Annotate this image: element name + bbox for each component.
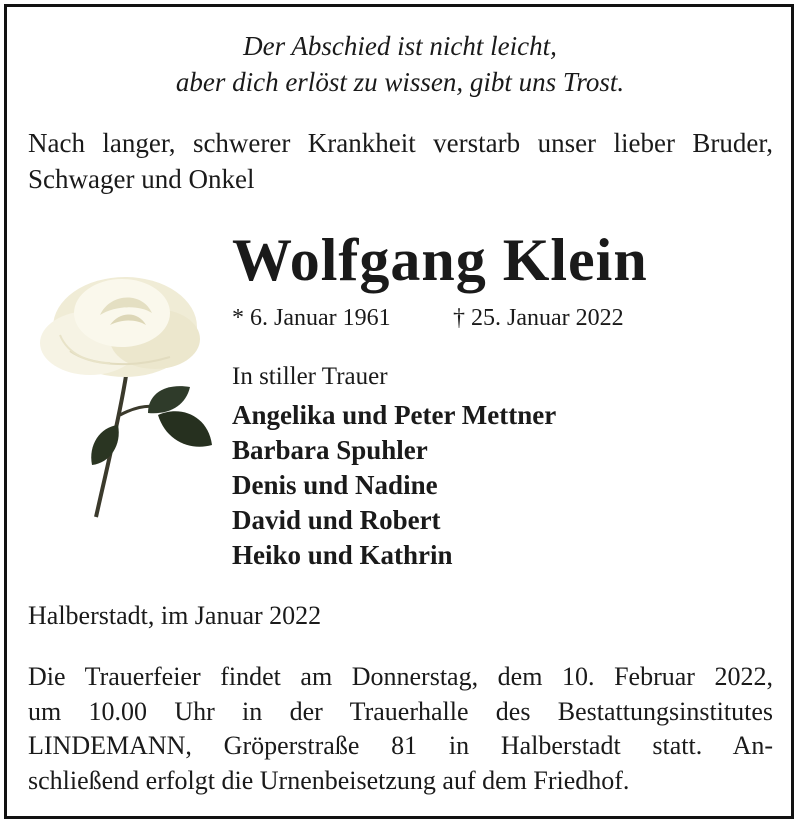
mourner-name: David und Robert [232,505,441,535]
white-rose-image [30,255,220,525]
service-line: LINDEMANN, Gröperstraße 81 in Halberstadt statt. An- [28,731,773,760]
mourning-heading: In stiller Trauer [232,363,388,390]
mourner-name: Denis und Nadine [232,470,438,500]
service-line: schließend erfolgt die Urnenbeisetzung auf dem Friedhof. [28,765,630,795]
place-and-date: Halberstadt, im Januar 2022 [28,601,322,630]
intro-text: Nach langer, schwerer Krankheit verstarb unser lieber Bruder, Schwager und Onkel [28,128,773,194]
mourner-name: Barbara Spuhler [232,435,428,465]
mourners-list [232,398,556,573]
service-line: Die Trauerfeier findet am Donnerstag, dem 10. Februar 2022, [28,662,773,691]
birth-date: * 6. Januar 1961 [232,305,391,331]
motto-line-1: Der Abschied ist nicht leicht, [243,31,557,61]
mourner-name: Angelika und Peter Mettner [232,400,557,430]
deceased-name: Wolfgang Klein [232,227,648,293]
death-date: † 25. Januar 2022 [453,305,624,331]
service-announcement [28,660,773,798]
mourner-name: Heiko und Kathrin [232,540,453,570]
motto-line-2: aber dich erlöst zu wissen, gibt uns Trost. [175,67,625,97]
service-line: um 10.00 Uhr in der Trauerhalle des Bestattungsinstitutes [28,696,773,726]
